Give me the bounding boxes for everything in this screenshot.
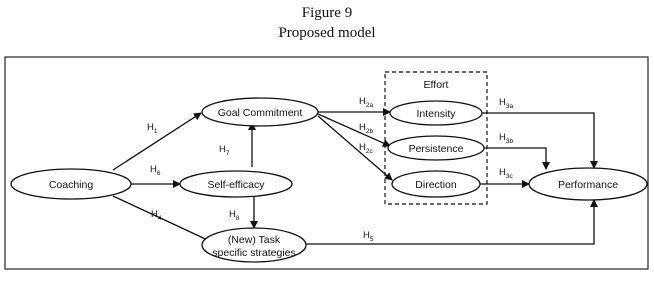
hypothesis-h6: $H_6$	[150, 164, 161, 177]
diagram-frame	[5, 57, 648, 269]
hypothesis-h1: $H_1$	[147, 122, 158, 135]
hypothesis-h7: $H_7$	[219, 144, 230, 157]
label-persistence: Persistence	[408, 143, 464, 155]
hypothesis-h3c: $H_{3c}$	[499, 167, 513, 180]
label-goal-commitment: Goal Commitment	[217, 107, 303, 119]
label-self-efficacy: Self-efficacy	[207, 179, 265, 191]
hypothesis-h2a: $H_{2a}$	[359, 96, 374, 109]
label-intensity: Intensity	[416, 108, 456, 120]
edge-persistence-performance	[484, 148, 546, 169]
edge-coaching-goal-commitment	[113, 113, 201, 170]
figure-number: Figure 9	[301, 5, 353, 21]
hypothesis-h5: $H_5$	[363, 230, 374, 243]
label-direction: Direction	[415, 179, 457, 191]
effort-group-label: Effort	[423, 79, 449, 91]
label-performance: Performance	[557, 179, 619, 191]
edge-goal-commitment-persistence	[318, 114, 390, 146]
edge-goal-commitment-direction	[318, 116, 392, 180]
hypothesis-h8: $H_8$	[229, 209, 240, 222]
label-coaching: Coaching	[48, 179, 94, 191]
figure-title: Proposed model	[278, 25, 376, 41]
hypothesis-h3a: $H_{3a}$	[499, 97, 514, 110]
hypothesis-h2c: $H_{2c}$	[359, 142, 373, 155]
edge-task-strategies-performance	[306, 200, 594, 244]
hypothesis-h2b: $H_{2b}$	[359, 122, 374, 135]
label-task-strategies-line2: specific strategies	[212, 247, 296, 259]
edge-coaching-task-strategies	[113, 196, 214, 243]
hypothesis-h3b: $H_{3b}$	[499, 132, 514, 145]
hypothesis-h4: $H_4$	[151, 209, 162, 222]
label-task-strategies-line1: (New) Task	[227, 234, 281, 246]
